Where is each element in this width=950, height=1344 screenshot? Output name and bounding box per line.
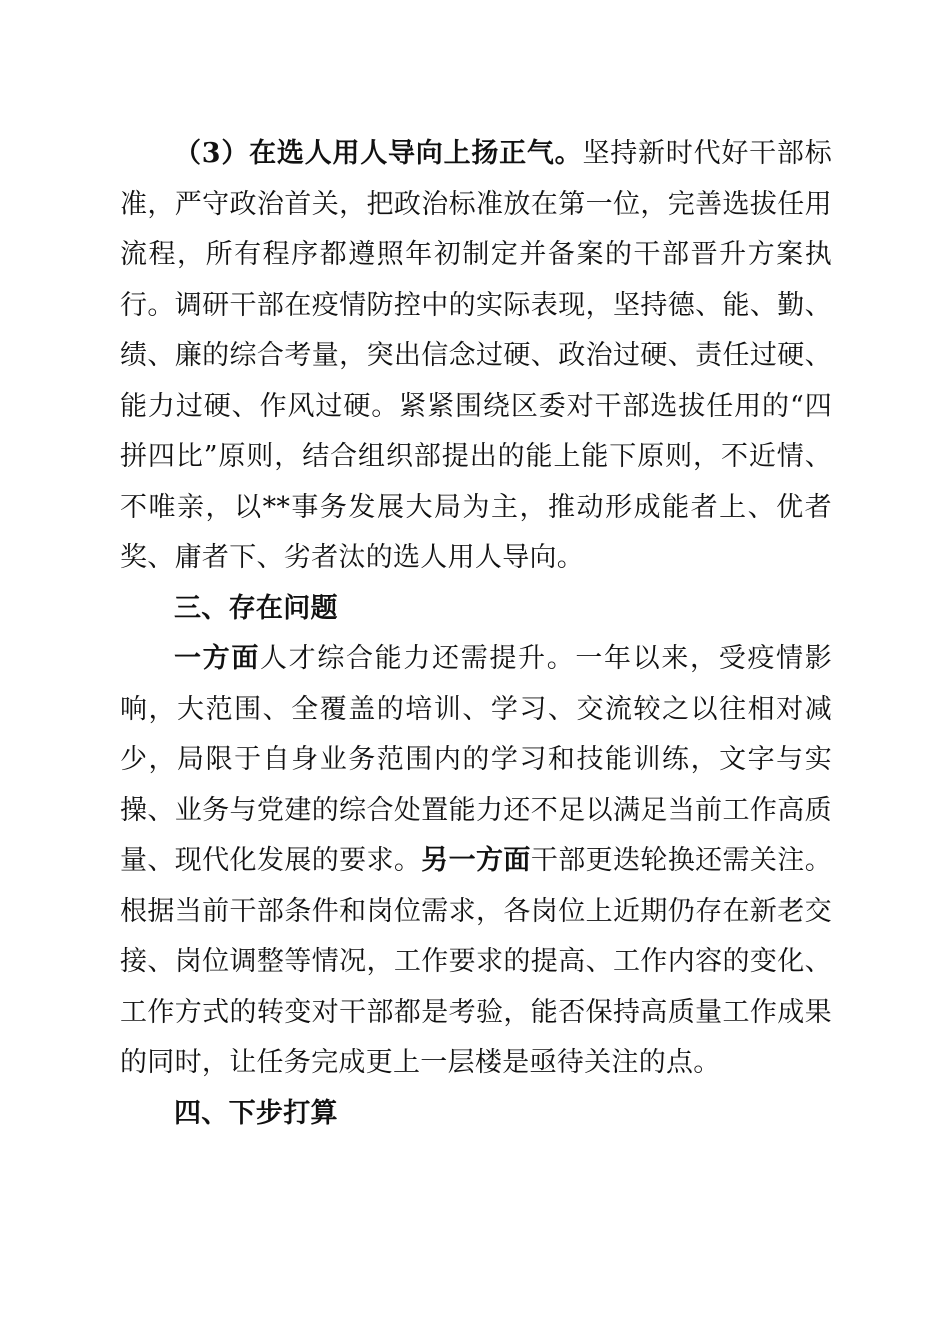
problem-body-2: 干部更迭轮换还需关注。根据当前干部条件和岗位需求，各岗位上近期仍存在新老交接、岗位调整等情况，工作要求的提高、工作内容的变化、工作方式的转变对干部都是考验，能否保持高质量工作成果的同时，让任务完成更上一层楼是亟待关注的点。	[120, 845, 832, 1078]
document-page	[120, 129, 832, 1139]
paragraph-selection-guidance	[120, 129, 832, 584]
problem-lead-1: 一方面	[174, 643, 261, 674]
problem-lead-2: 另一方面	[421, 845, 531, 876]
paragraph-body: 坚持新时代好干部标准，严守政治首关，把政治标准放在第一位，完善选拔任用流程，所有程序都遵照年初制定并备案的干部晋升方案执行。调研干部在疫情防控中的实际表现，坚持德、能、勤、绩、廉的综合考量，突出信念过硬、政治过硬、责任过硬、能力过硬、作风过硬。紧紧围绕区委对干部选拔任用的“四拼四比”原则，结合组织部提出的能上能下原则，不近情、不唯亲，以**事务发展大局为主，推动形成能者上、优者奖、庸者下、劣者汰的选人用人导向。	[120, 138, 832, 573]
paragraph-problems	[120, 634, 832, 1089]
section-heading-problems: 三、存在问题	[174, 592, 338, 624]
paragraph-lead: （3）在选人用人导向上扬正气。	[174, 138, 583, 169]
section-heading-next-steps: 四、下步打算	[174, 1097, 338, 1129]
problem-body-1: 人才综合能力还需提升。一年以来，受疫情影响，大范围、全覆盖的培训、学习、交流较之以往相对减少，局限于自身业务范围内的学习和技能训练，文字与实操、业务与党建的综合处置能力还不足以满足当前工作高质量、现代化发展的要求。	[120, 643, 833, 876]
